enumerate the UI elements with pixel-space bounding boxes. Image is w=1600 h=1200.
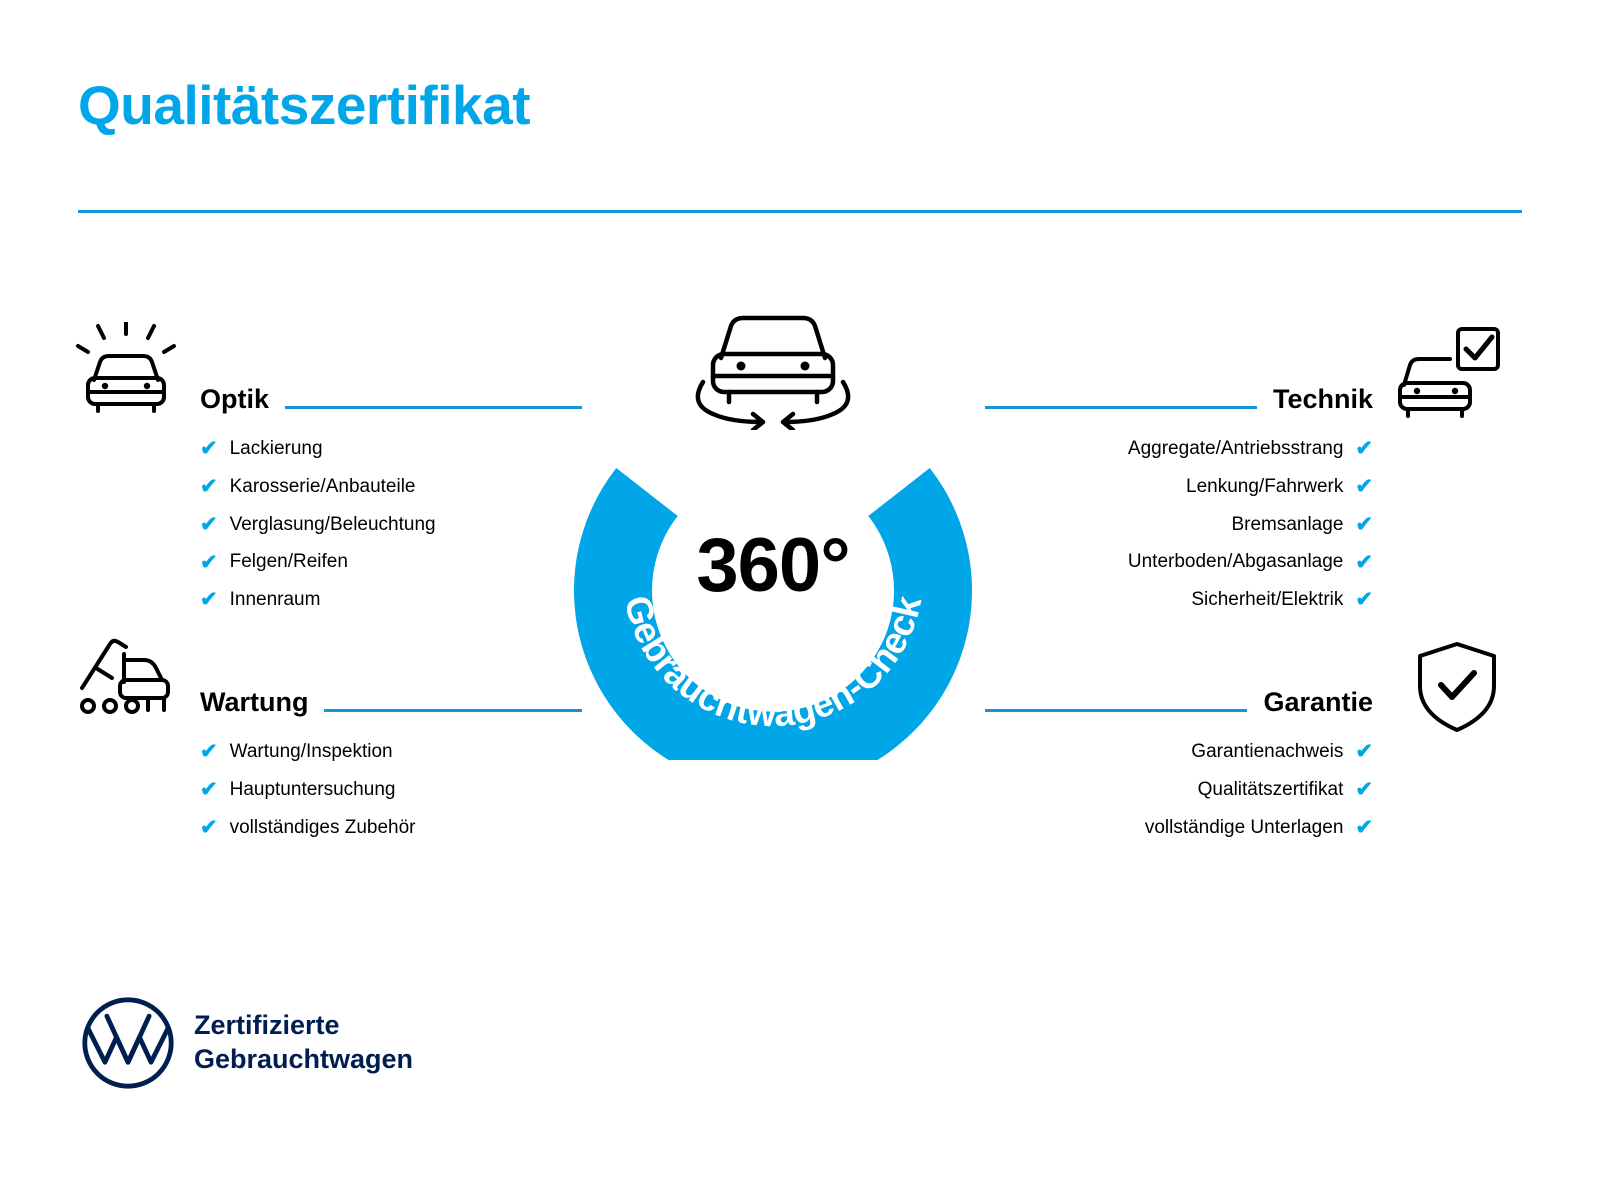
page-title: Qualitätszertifikat [78, 74, 531, 136]
checklist-technik [985, 437, 1373, 612]
section-divider [324, 709, 582, 712]
check-icon: ✔ [200, 512, 218, 536]
section-title: Garantie [1263, 687, 1373, 717]
section-title: Optik [200, 384, 270, 414]
section-divider [285, 406, 582, 409]
check-icon: ✔ [1355, 437, 1373, 461]
list-item [200, 550, 582, 574]
footer-line-2: Gebrauchtwagen [194, 1044, 414, 1074]
list-item [985, 588, 1373, 612]
list-item [985, 740, 1373, 764]
list-item [985, 550, 1373, 574]
check-icon: ✔ [1355, 550, 1373, 574]
section-optik [200, 365, 582, 628]
list-item [985, 475, 1373, 499]
section-header-garantie [985, 668, 1373, 718]
list-item-label: Hauptuntersuchung [229, 778, 396, 800]
list-item-label: vollständiges Zubehör [229, 816, 416, 838]
list-item [985, 513, 1373, 537]
gebrauchtwagen-check-badge [563, 300, 983, 760]
list-item [200, 740, 582, 764]
ring-label: Gebrauchtwagen-Check [616, 591, 930, 735]
badge-360-value: 360° [696, 523, 850, 608]
car-polish-icon [74, 322, 178, 423]
list-item-label: Lenkung/Fahrwerk [1186, 475, 1344, 497]
list-item [985, 778, 1373, 802]
check-icon: ✔ [200, 550, 218, 574]
check-icon: ✔ [1355, 815, 1373, 839]
list-item [985, 437, 1373, 461]
car-checklist-icon [1398, 325, 1502, 426]
list-item [200, 513, 582, 537]
check-icon: ✔ [200, 740, 218, 764]
check-icon: ✔ [200, 475, 218, 499]
shield-check-icon [1414, 640, 1500, 741]
list-item [200, 778, 582, 802]
check-icon: ✔ [200, 437, 218, 461]
footer-logo-block [80, 995, 413, 1091]
list-item [985, 816, 1373, 840]
section-wartung [200, 668, 582, 855]
footer-text [194, 1009, 413, 1077]
check-icon: ✔ [1355, 740, 1373, 764]
check-icon: ✔ [200, 778, 218, 802]
check-icon: ✔ [200, 588, 218, 612]
section-header-optik [200, 365, 582, 415]
list-item-label: vollständige Unterlagen [1144, 816, 1344, 838]
checklist-wartung [200, 740, 582, 839]
section-header-wartung [200, 668, 582, 718]
vw-logo [80, 995, 176, 1091]
list-item-label: Unterboden/Abgasanlage [1127, 551, 1344, 573]
section-divider [985, 709, 1247, 712]
check-icon: ✔ [1355, 588, 1373, 612]
list-item [200, 588, 582, 612]
list-item-label: Sicherheit/Elektrik [1191, 589, 1344, 610]
section-garantie [985, 668, 1373, 855]
car-lift-icon [74, 630, 178, 731]
list-item-label: Bremsanlage [1231, 513, 1344, 535]
title-divider [78, 210, 1522, 213]
list-item-label: Qualitätszertifikat [1197, 778, 1344, 800]
list-item-label: Innenraum [229, 589, 321, 610]
check-icon: ✔ [200, 815, 218, 839]
section-title: Wartung [200, 687, 309, 717]
check-icon: ✔ [1355, 512, 1373, 536]
list-item-label: Verglasung/Beleuchtung [229, 513, 436, 535]
section-title: Technik [1272, 384, 1373, 414]
list-item-label: Lackierung [229, 438, 323, 459]
checklist-garantie [985, 740, 1373, 839]
check-icon: ✔ [1355, 778, 1373, 802]
list-item-label: Garantienachweis [1191, 741, 1344, 762]
section-header-technik [985, 365, 1373, 415]
list-item-label: Karosserie/Anbauteile [229, 475, 416, 497]
list-item [200, 475, 582, 499]
list-item-label: Aggregate/Antriebsstrang [1127, 438, 1344, 459]
list-item-label: Wartung/Inspektion [229, 741, 393, 762]
list-item [200, 816, 582, 840]
footer-line-1: Zertifizierte [194, 1010, 340, 1041]
check-icon: ✔ [1355, 475, 1373, 499]
checklist-optik [200, 437, 582, 612]
section-divider [985, 406, 1257, 409]
list-item [200, 437, 582, 461]
section-technik [985, 365, 1373, 628]
list-item-label: Felgen/Reifen [229, 551, 348, 573]
